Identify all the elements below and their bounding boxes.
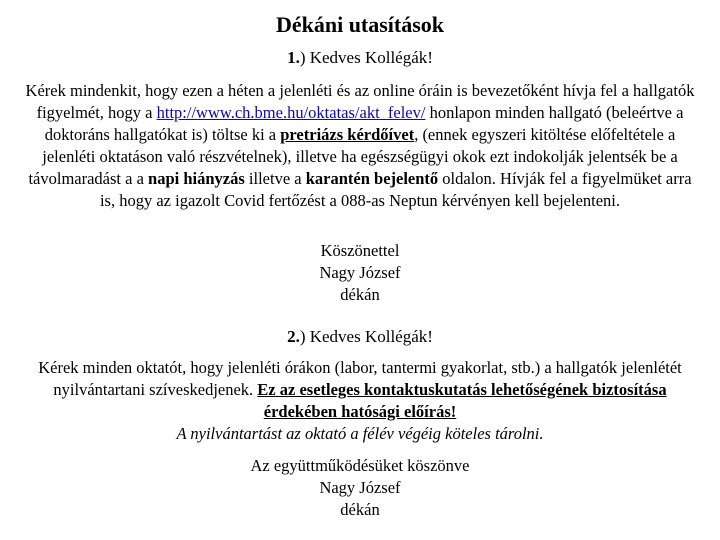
section1-sign-name: Nagy József bbox=[319, 263, 401, 282]
section1-paragraph bbox=[22, 80, 698, 212]
section1-greeting: ) Kedves Kollégák! bbox=[299, 48, 433, 67]
section2-sign-name: Nagy József bbox=[319, 478, 401, 497]
section1-text-c: , (ennek egyszeri kitöltése előfeltétele a jelenléti oktatáson való részvételnek), illetve ha egészségügyi okok ezt indokolják jelentsék be a távolmaradást a a bbox=[28, 125, 678, 188]
section1-sign-thanks: Köszönettel bbox=[320, 241, 400, 260]
section1-text-a: Kérek mindenkit, hogy ezen a héten a jelenléti és az online óráin is bevezetőként hívja fel a hallgatók figyelmét, hogy a bbox=[25, 81, 695, 122]
section1-text-b: honlapon minden hallgató (beleértve a doktoráns hallgatókat is) töltse ki a bbox=[44, 103, 684, 144]
section2-number: 2. bbox=[287, 327, 300, 346]
section2-heading bbox=[0, 326, 720, 348]
section1-text-d: illetve a bbox=[244, 169, 306, 188]
section2-greeting: ) Kedves Kollégák! bbox=[299, 327, 433, 346]
section1-signature bbox=[0, 240, 720, 306]
karanten-bejelento-text: karantén bejelentő bbox=[305, 169, 439, 188]
akt-felev-link[interactable]: http://www.ch.bme.hu/oktatas/akt_felev/ bbox=[156, 103, 426, 122]
section2-bold-notice: Ez az esetleges kontaktuskutatás lehetőségének biztosítása érdekében hatósági előírás! bbox=[257, 380, 667, 421]
section1-text-e: oldalon. Hívják fel a figyelmüket arra is, hogy az igazolt Covid fertőzést a 088-as Neptun kérvényen kell bejelenteni. bbox=[99, 169, 692, 210]
section1-sign-role: dékán bbox=[340, 285, 380, 304]
section2-sign-thanks: Az együttműködésüket köszönve bbox=[250, 456, 470, 475]
section2-paragraph bbox=[22, 357, 698, 445]
section2-signature bbox=[0, 455, 720, 521]
section2-italic-note: A nyilvántartást az oktató a félév végéig köteles tárolni. bbox=[176, 424, 544, 443]
pretriazs-keredoiv-text: pretriázs kérdőívet bbox=[280, 125, 415, 144]
section1-heading bbox=[0, 47, 720, 69]
napi-hianyzas-text: napi hiányzás bbox=[148, 169, 245, 188]
section1-number: 1. bbox=[287, 48, 300, 67]
page-title: Dékáni utasítások bbox=[275, 12, 445, 37]
section2-text-a: Kérek minden oktatót, hogy jelenléti órákon (labor, tantermi gyakorlat, stb.) a hallgatók jelenlétét nyilvántartani szíveskedjenek. bbox=[38, 358, 682, 399]
section2-sign-role: dékán bbox=[340, 500, 380, 519]
